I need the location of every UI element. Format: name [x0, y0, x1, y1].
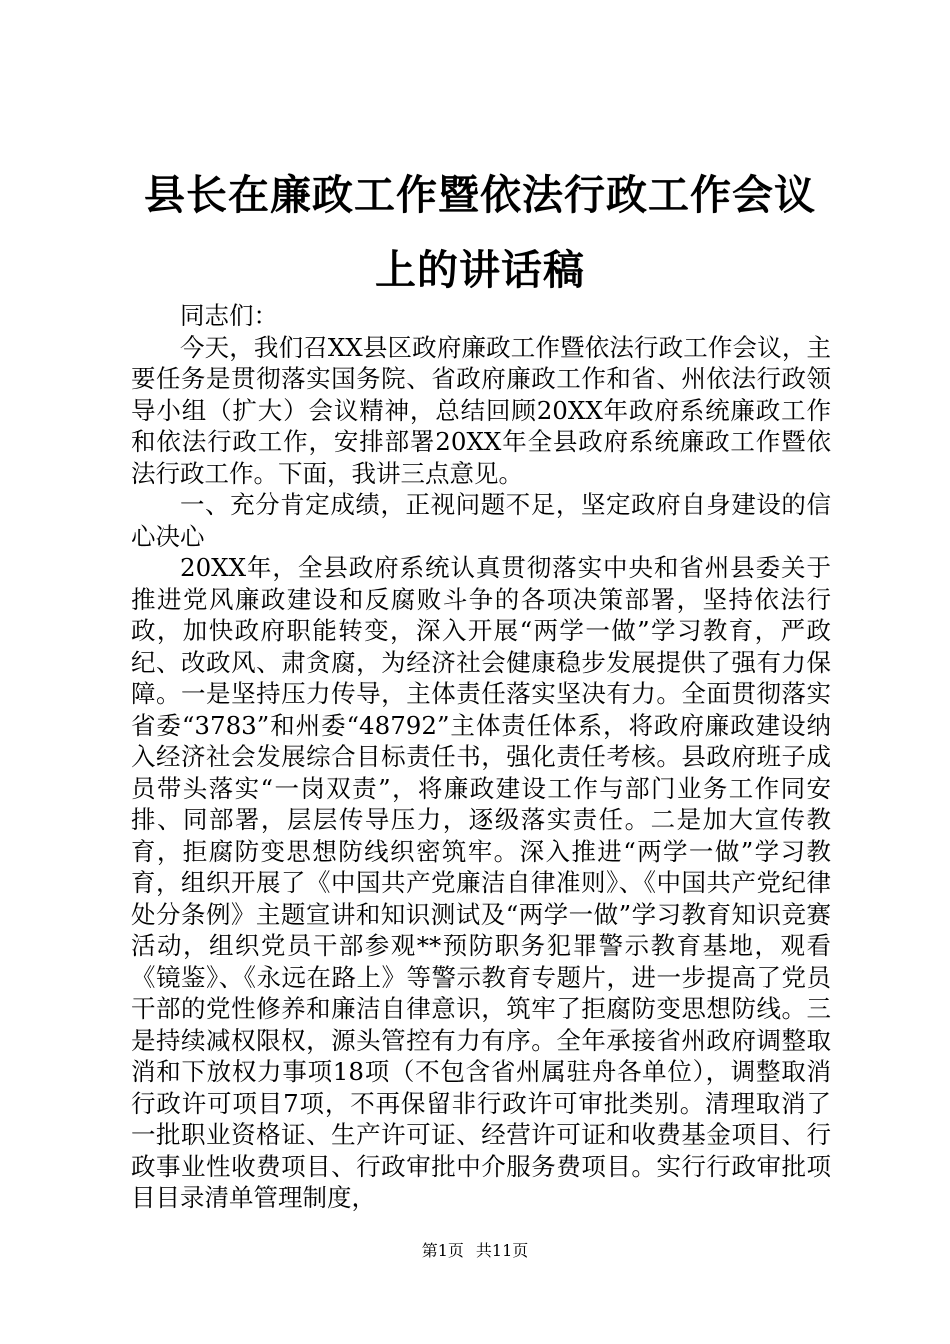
document-body — [131, 300, 831, 1214]
body-paragraph: 20XX年，全县政府系统认真贯彻落实中央和省州县委关于推进党风廉政建设和反腐败斗争的各项决策部署，坚持依法行政，加快政府职能转变，深入开展“两学一做”学习教育，严政纪、改政风、肃贪腐，为经济社会健康稳步发展提供了强有力保障。一是坚持压力传导，主体责任落实坚决有力。全面贯彻落实省委“3783”和州委“48792”主体责任体系，将政府廉政建设纳入经济社会发展综合目标责任书，强化责任考核。县政府班子成员带头落实“一岗双责”，将廉政建设工作与部门业务工作同安排、同部署，层层传导压力，逐级落实责任。二是加大宣传教育，拒腐防变思想防线织密筑牢。深入推进“两学一做”学习教育，组织开展了《中国共产党廉洁自律准则》、《中国共产党纪律处分条例》主题宣讲和知识测试及“两学一做”学习教育知识竞赛活动，组织党员干部参观**预防职务犯罪警示教育基地，观看《镜鉴》、《永远在路上》等警示教育专题片，进一步提高了党员干部的党性修养和廉洁自律意识，筑牢了拒腐防变思想防线。三是持续减权限权，源头管控有力有序。全年承接省州政府调整取消和下放权力事项18项（不包含省州属驻舟各单位），调整取消行政许可项目7项，不再保留非行政许可审批类别。清理取消了一批职业资格证、生产许可证、经营许可证和收费基金项目、行政事业性收费项目、行政审批中介服务费项目。实行行政审批项目目录清单管理制度， — [131, 553, 831, 1212]
section-heading-paragraph: 一、充分肯定成绩，正视问题不足，坚定政府自身建设的信心决心 — [131, 490, 831, 551]
page-number: 第1页 — [421, 1241, 464, 1260]
page-total: 共11页 — [475, 1241, 529, 1260]
salutation-paragraph: 同志们： — [180, 301, 278, 330]
page-footer — [0, 1240, 950, 1262]
document-title: 县长在廉政工作暨依法行政工作会议上的讲话稿 — [144, 171, 816, 294]
intro-paragraph: 今天，我们召XX县区政府廉政工作暨依法行政工作会议，主要任务是贯彻落实国务院、省政府廉政工作和省、州依法行政领导小组（扩大）会议精神，总结回顾20XX年政府系统廉政工作和依法行政工作，安排部署20XX年全县政府系统廉政工作暨依法行政工作。下面，我讲三点意见。 — [131, 332, 831, 488]
